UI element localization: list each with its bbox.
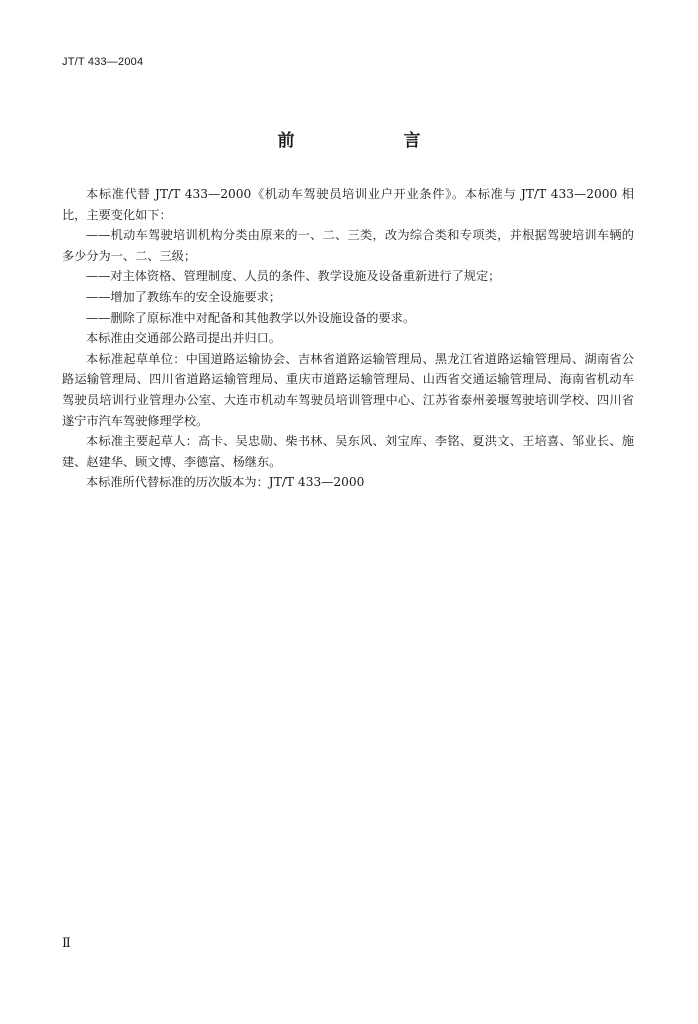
change-item-classification: ——机动车驾驶培训机构分类由原来的一、二、三类，改为综合类和专项类，并根据驾驶培训车辆的多少分为一、二、三级； [62,228,634,263]
foreword-body [62,184,634,493]
change-item-safety: ——增加了教练车的安全设施要求； [86,289,281,304]
paragraph-proposer: 本标准由交通部公路司提出并归口。 [86,331,281,346]
page-title: 前 言 [277,131,467,151]
paragraph-drafting-units: 本标准起草单位：中国道路运输协会、吉林省道路运输管理局、黑龙江省道路运输管理局、湖南省公路运输管理局、四川省道路运输管理局、重庆市道路运输管理局、山西省交通运输管理局、海南省机动车驾驶员培训行业管理办公室、大连市机动车驾驶员培训管理中心、江苏省泰州姜堰驾驶培训学校、四川省遂宁市汽车驾驶修理学校。 [62,351,634,428]
page-number: Ⅱ [62,936,71,951]
paragraph-replacement-notice: 本标准代替 JT/T 433—2000《机动车驾驶员培训业户开业条件》。本标准与 JT/T 433—2000 相比，主要变化如下： [62,187,634,222]
standard-code-header: JT/T 433—2004 [62,56,144,68]
change-item-removal: ——删除了原标准中对配备和其他教学以外设施设备的要求。 [86,310,416,325]
change-item-requirements: ——对主体资格、管理制度、人员的条件、教学设施及设备重新进行了规定； [86,269,501,284]
paragraph-previous-versions: 本标准所代替标准的历次版本为：JT/T 433—2000 [86,475,365,490]
paragraph-drafters: 本标准主要起草人：高卡、吴忠勋、柴书林、吴东风、刘宝库、李铭、夏洪文、王培喜、邹业长、施建、赵建华、顾文博、李德富、杨继东。 [62,434,634,469]
